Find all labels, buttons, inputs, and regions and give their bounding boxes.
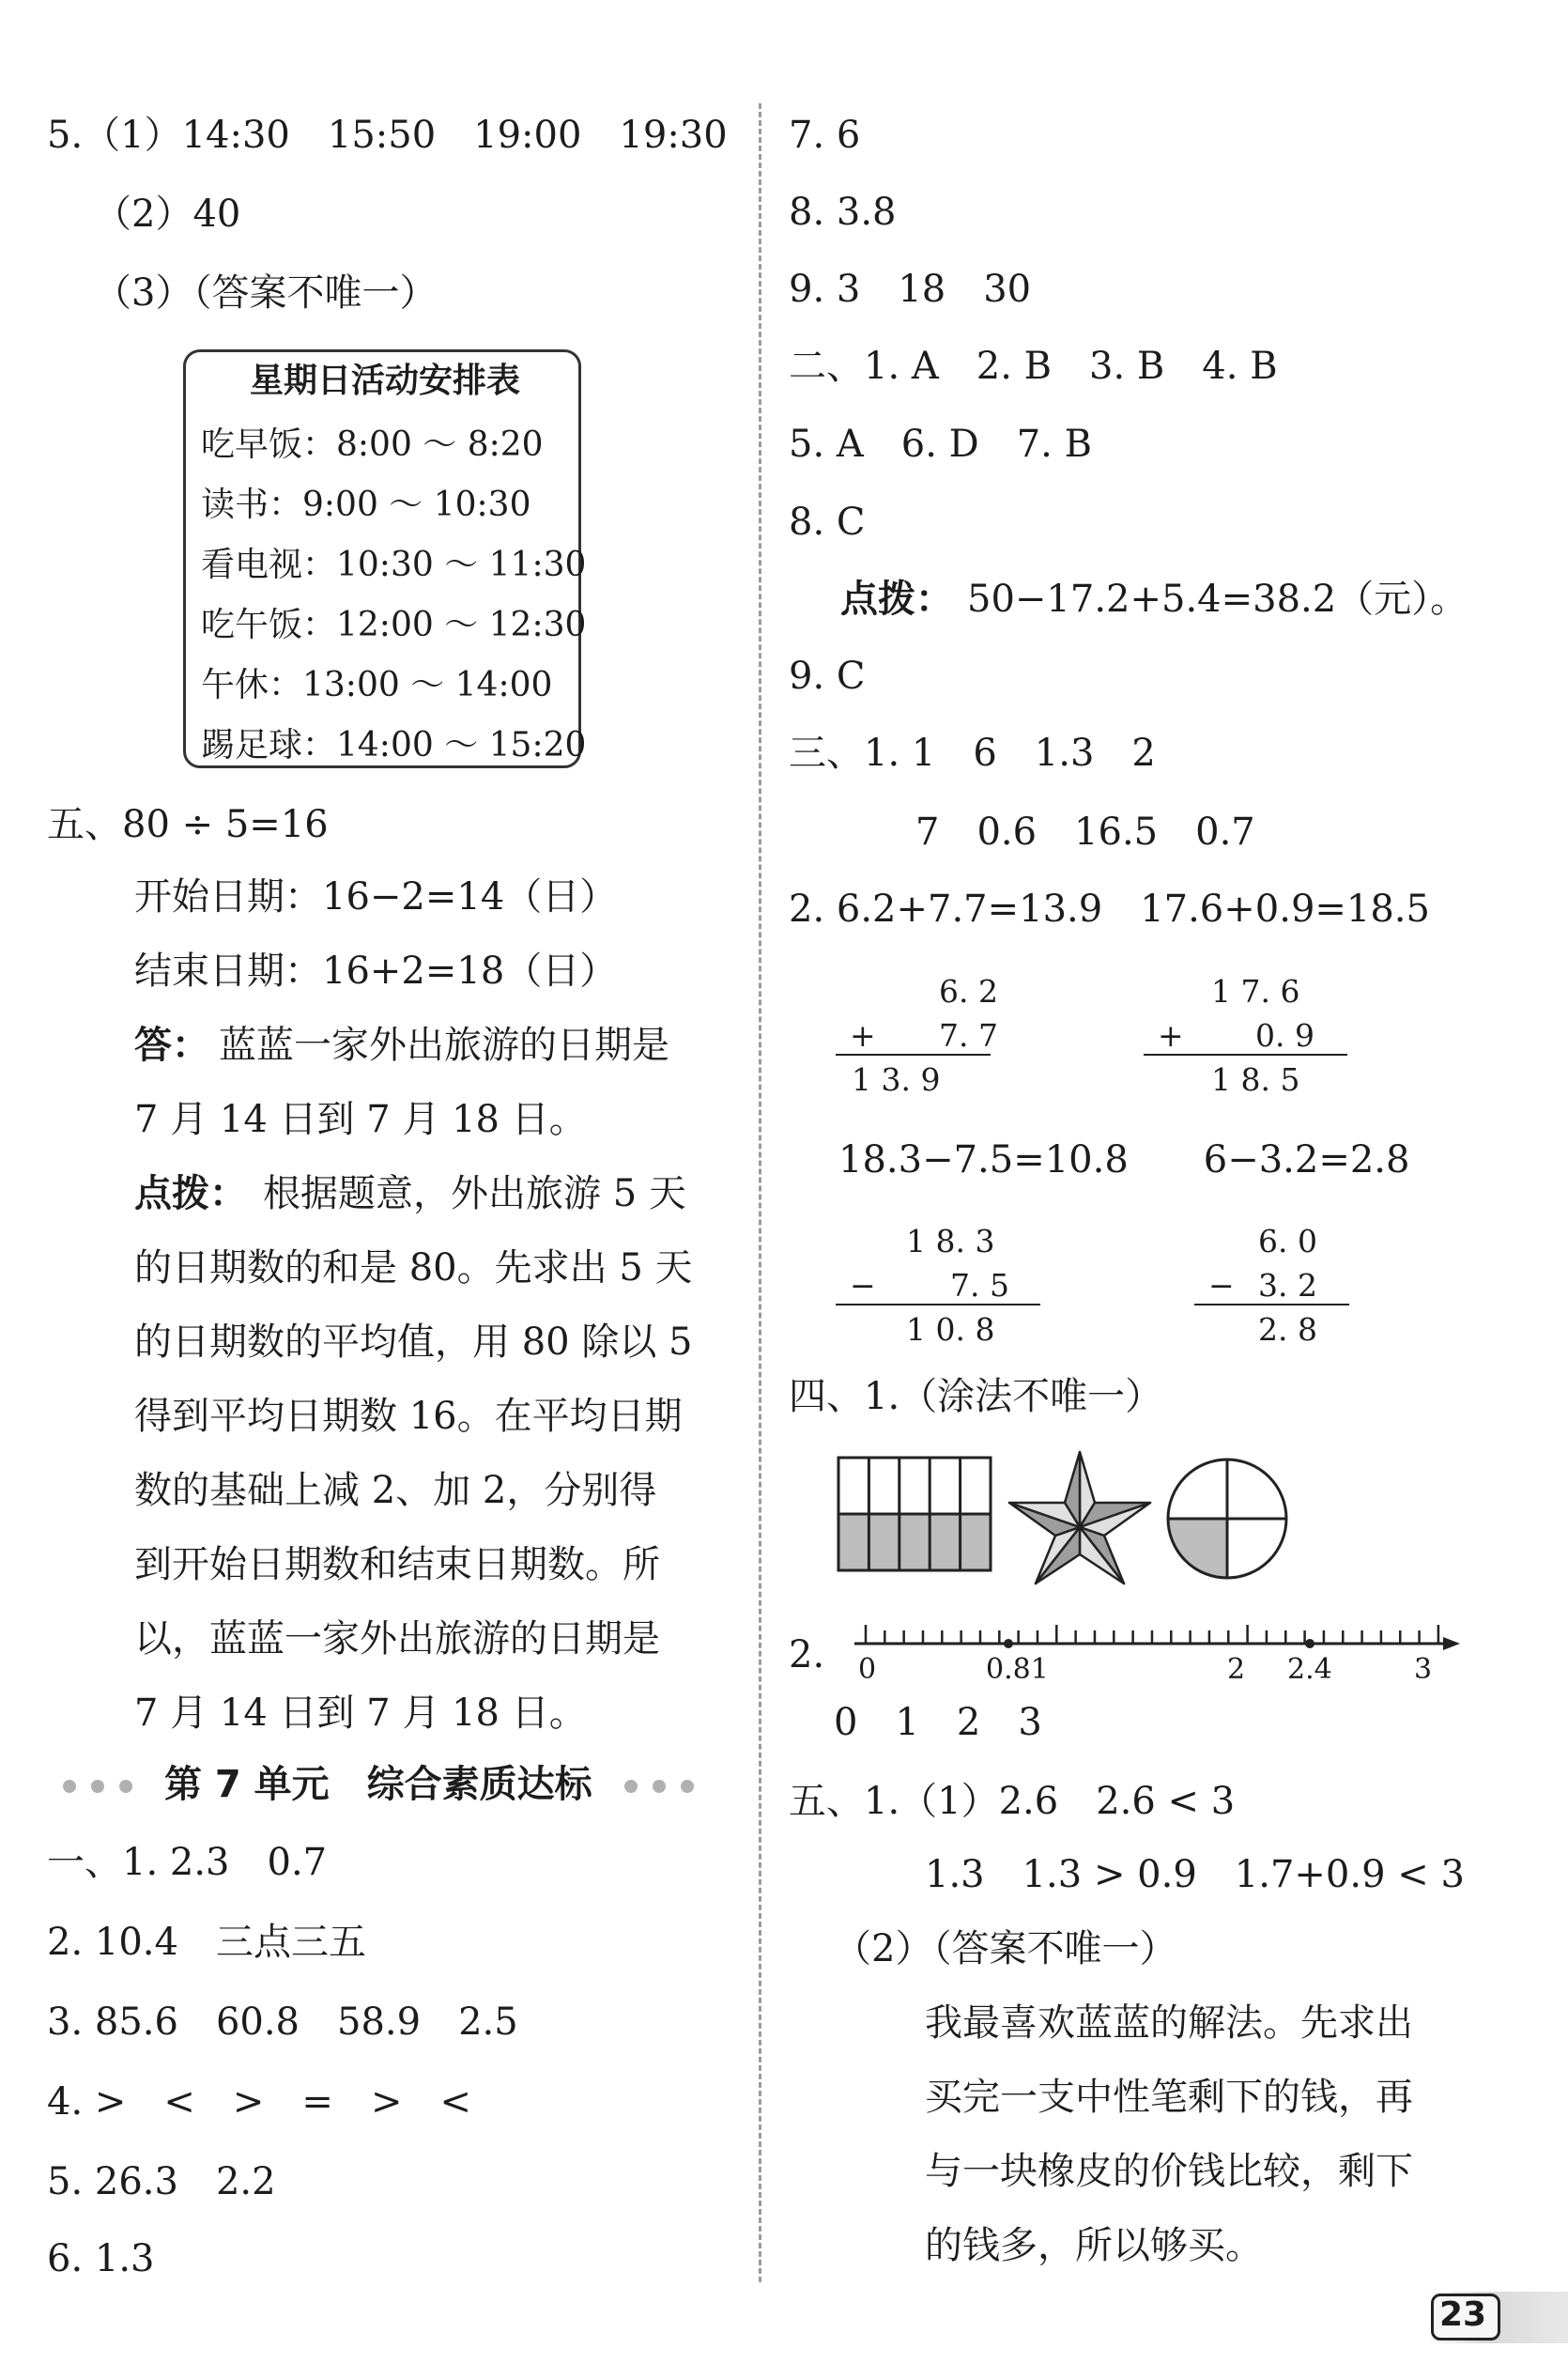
section2-line1: 二、1. A 2. B 3. B 4. B — [789, 345, 1278, 388]
unit-q3: 3. 85.6 60.8 58.9 2.5 — [47, 2001, 518, 2044]
calc4-line — [1194, 1304, 1349, 1305]
calc2-row2: 0. 9 — [1255, 1017, 1314, 1054]
section2-line2: 5. A 6. D 7. B — [789, 423, 1092, 466]
r-q9: 9. 3 18 30 — [789, 268, 1032, 311]
answer-label: 答： — [134, 1024, 209, 1067]
section5-head: 五、80 ÷ 5=16 — [47, 803, 329, 846]
number-line — [831, 1614, 1469, 1689]
unit-q2: 2. 10.4 三点三五 — [47, 1921, 366, 1964]
section2-line3: 8. C — [789, 501, 866, 544]
section2-tip-label: 点拨： — [840, 578, 953, 621]
numline-label: 2 — [1227, 1653, 1246, 1686]
schedule-row: 吃早饭：8:00 ～ 8:20 — [201, 425, 544, 464]
tip-line: 以，蓝蓝一家外出旅游的日期是 — [134, 1617, 660, 1661]
calc1-row1: 6. 2 — [939, 973, 998, 1010]
calc2-result: 1 8. 5 — [1211, 1061, 1300, 1098]
shaded-star-figure — [1000, 1444, 1160, 1595]
calc4-row1: 6. 0 — [1258, 1223, 1317, 1259]
shaded-grid-figure — [836, 1454, 1005, 1576]
calc2-line — [1144, 1054, 1347, 1056]
numline-label: 3 — [1414, 1653, 1433, 1686]
schedule-row: 看电视：10:30 ～ 11:30 — [201, 546, 587, 584]
schedule-row: 踢足球：14:00 ～ 15:20 — [201, 726, 587, 765]
numline-label: 0.81 — [986, 1653, 1049, 1686]
tip-line: 根据题意，外出旅游 5 天 — [263, 1172, 686, 1215]
section4-q2-label: 2. — [789, 1633, 825, 1676]
section5-q2-line: 买完一支中性笔剩下的钱，再 — [925, 2076, 1413, 2119]
tip-line: 数的基础上减 2、加 2，分别得 — [134, 1469, 657, 1512]
tip-line: 7 月 14 日到 7 月 18 日。 — [134, 1692, 587, 1735]
section5-q1-line2: 1.3 1.3 > 0.9 1.7+0.9 < 3 — [925, 1853, 1465, 1896]
calc3-result: 1 0. 8 — [906, 1311, 995, 1348]
section5-q2-line: 的钱多，所以够买。 — [925, 2224, 1263, 2267]
tip-line: 的日期数的平均值，用 80 除以 5 — [134, 1321, 693, 1364]
q5-part2: （2）40 — [94, 193, 241, 236]
numline-bottom: 0 1 2 3 — [834, 1701, 1042, 1744]
calc4-row2: 3. 2 — [1258, 1267, 1317, 1304]
schedule-row: 午休：13:00 ～ 14:00 — [201, 666, 553, 704]
page-number: 23 — [1439, 2295, 1487, 2334]
q5-part3: （3）（答案不唯一） — [94, 271, 438, 315]
section3-q2: 2. 6.2+7.7=13.9 17.6+0.9=18.5 — [789, 888, 1430, 931]
numline-label: 2.4 — [1287, 1653, 1332, 1686]
calc1-row2: 7. 7 — [939, 1017, 998, 1054]
unit-q5: 5. 26.3 2.2 — [47, 2160, 276, 2203]
numline-label: 0 — [858, 1653, 877, 1686]
calc3-row1: 1 8. 3 — [906, 1223, 995, 1259]
section5-q2-line: 我最喜欢蓝蓝的解法。先求出 — [925, 2001, 1413, 2045]
tip-line: 得到平均日期数 16。在平均日期 — [134, 1395, 683, 1438]
calc3-row2: 7. 5 — [950, 1267, 1009, 1304]
section4-q1: 四、1.（涂法不唯一） — [789, 1375, 1163, 1418]
start-date: 开始日期：16−2=14（日） — [134, 875, 618, 919]
calc2-op: + — [1158, 1017, 1184, 1054]
calc3-op: − — [850, 1267, 876, 1304]
calc4-op: − — [1208, 1267, 1235, 1304]
section5-q1: 五、1.（1）2.6 2.6 < 3 — [789, 1780, 1236, 1823]
r-q8: 8. 3.8 — [789, 191, 897, 234]
section3-line2: 7 0.6 16.5 0.7 — [915, 811, 1255, 854]
calc1-line — [836, 1054, 991, 1056]
end-date: 结束日期：16+2=18（日） — [134, 950, 618, 993]
answer-text: 7 月 14 日到 7 月 18 日。 — [134, 1098, 587, 1141]
section3-line1: 三、1. 1 6 1.3 2 — [789, 732, 1156, 775]
r-q7: 7. 6 — [789, 114, 861, 157]
section2-line4: 9. C — [789, 655, 866, 698]
tip-line: 的日期数的和是 80。先求出 5 天 — [134, 1246, 693, 1290]
column-divider — [759, 103, 761, 2282]
schedule-title: 星期日活动安排表 — [250, 362, 521, 400]
unit-q1: 一、1. 2.3 0.7 — [47, 1841, 328, 1884]
section5-q2-line: 与一块橡皮的价钱比较，剩下 — [925, 2150, 1413, 2193]
answer-text: 蓝蓝一家外出旅游的日期是 — [219, 1024, 669, 1067]
q5-part1: 5.（1）14:30 15:50 19:00 19:30 — [47, 114, 728, 157]
calc2-row1: 1 7. 6 — [1211, 973, 1300, 1010]
section3-q2-row2: 18.3−7.5=10.8 6−3.2=2.8 — [838, 1138, 1410, 1182]
schedule-row: 吃午饭：12:00 ～ 12:30 — [201, 606, 587, 644]
unit-q6: 6. 1.3 — [47, 2237, 155, 2280]
calc4-result: 2. 8 — [1258, 1311, 1317, 1348]
calc1-op: + — [850, 1017, 876, 1054]
section5-q2: （2）（答案不唯一） — [834, 1927, 1177, 1970]
schedule-row: 读书：9:00 ～ 10:30 — [201, 486, 531, 524]
section2-tip: 50−17.2+5.4=38.2（元）。 — [967, 578, 1468, 621]
calc1-result: 1 3. 9 — [852, 1061, 941, 1098]
calc3-line — [836, 1304, 1040, 1305]
unit-title: 第 7 单元 综合素质达标 — [164, 1763, 592, 1806]
shaded-circle-figure — [1164, 1456, 1291, 1583]
unit-q4: 4. > < > = > < — [47, 2080, 471, 2124]
tip-line: 到开始日期数和结束日期数。所 — [134, 1543, 660, 1586]
tip-label: 点拨： — [134, 1172, 247, 1215]
